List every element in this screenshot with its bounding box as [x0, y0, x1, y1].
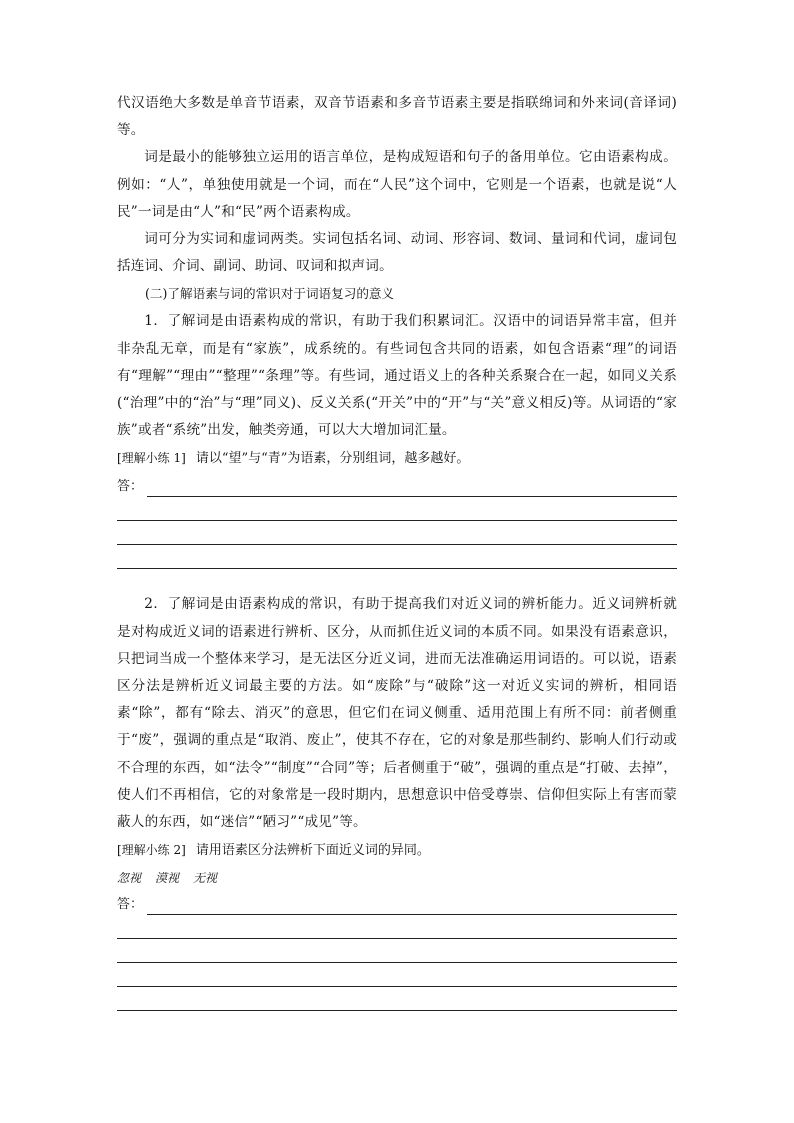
exercise-2-answer-row[interactable] [117, 891, 677, 915]
answer-line[interactable] [147, 896, 677, 915]
exercise-2-words [117, 865, 677, 891]
answer-line[interactable] [117, 497, 677, 521]
paragraph-point-1: 1．了解词是由语素构成的常识，有助于我们积累词汇。汉语中的词语异常丰富，但并非杂乱无章，而是有“家族”，成系统的。有些词包含共同的语素，如包含语素“理”的词语有“理解”“理由”“整理”“条理”等。有些词，通过语义上的各种关系聚合在一起，如同义关系(“治理”中的“治”与“理”同义)、反义关系(“开关”中的“开”与“关”意义相反)等。从词语的“家族”或者“系统”出发，触类旁通，可以大大增加词汇量。 [117, 313, 677, 439]
answer-line[interactable] [117, 545, 677, 569]
exercise-2-tag: [理解小练 2] [117, 843, 186, 858]
document-page [117, 90, 677, 1011]
exercise-1-tag: [理解小练 1] [117, 451, 186, 466]
paragraph-word-types: 词可分为实词和虚词两类。实词包括名词、动词、形容词、数词、量词和代词，虚词包括连词、介词、副词、助词、叹词和拟声词。 [117, 231, 677, 275]
answer-line[interactable] [117, 521, 677, 545]
answer-line[interactable] [117, 987, 677, 1011]
paragraph-point-2: 2．了解词是由语素构成的常识，有助于提高我们对近义词的辨析能力。近义词辨析就是对构成近义词的语素进行辨析、区分，从而抓住近义词的本质不同。如果没有语素意识，只把词当成一个整体来学习，是无法区分近义词，进而无法准确运用词语的。可以说，语素区分法是辨析近义词最主要的方法。如“废除”与“破除”这一对近义实词的辨析，相同语素“除”，都有“除去、消灭”的意思，但它们在词义侧重、适用范围上有所不同：前者侧重于“废”，强调的重点是“取消、废止”，使其不存在，它的对象是那些制约、影响人们行动或不合理的东西，如“法令”“制度”“合同”等；后者侧重于“破”，强调的重点是“打破、去掉”，使人们不再相信，它的对象常是一段时期内，思想意识中倍受尊崇、信仰但实际上有害而蒙蔽人的东西，如“迷信”“陋习”“成见”等。 [117, 596, 677, 831]
word-item: 漠视 [155, 871, 180, 886]
answer-line[interactable] [147, 478, 677, 497]
exercise-1-answer-row[interactable] [117, 473, 677, 497]
exercise-2-question [117, 836, 677, 865]
word-item: 忽视 [117, 871, 142, 886]
answer-label: 答： [117, 479, 144, 495]
paragraph-word-definition: 词是最小的能够独立运用的语言单位，是构成短语和句子的备用单位。它由语素构成。例如：“人”，单独使用就是一个词，而在“人民”这个词中，它则是一个语素，也就是说“人民”一词是由“人”和“民”两个语素构成。 [117, 149, 677, 220]
exercise-1-text: 请以“望”与“青”为语素，分别组词，越多越好。 [195, 451, 470, 467]
answer-label: 答： [117, 897, 144, 913]
answer-line[interactable] [117, 915, 677, 939]
paragraph-intro-tail: 代汉语绝大多数是单音节语素，双音节语素和多音节语素主要是指联绵词和外来词(音译词)等。 [117, 95, 677, 139]
answer-line[interactable] [117, 939, 677, 963]
answer-line[interactable] [117, 963, 677, 987]
section-heading: (二)了解语素与词的常识对于词语复习的意义 [145, 286, 395, 302]
word-item: 无视 [193, 871, 218, 886]
exercise-2-text: 请用语素区分法辨析下面近义词的异同。 [195, 843, 430, 859]
exercise-1-question [117, 444, 677, 473]
